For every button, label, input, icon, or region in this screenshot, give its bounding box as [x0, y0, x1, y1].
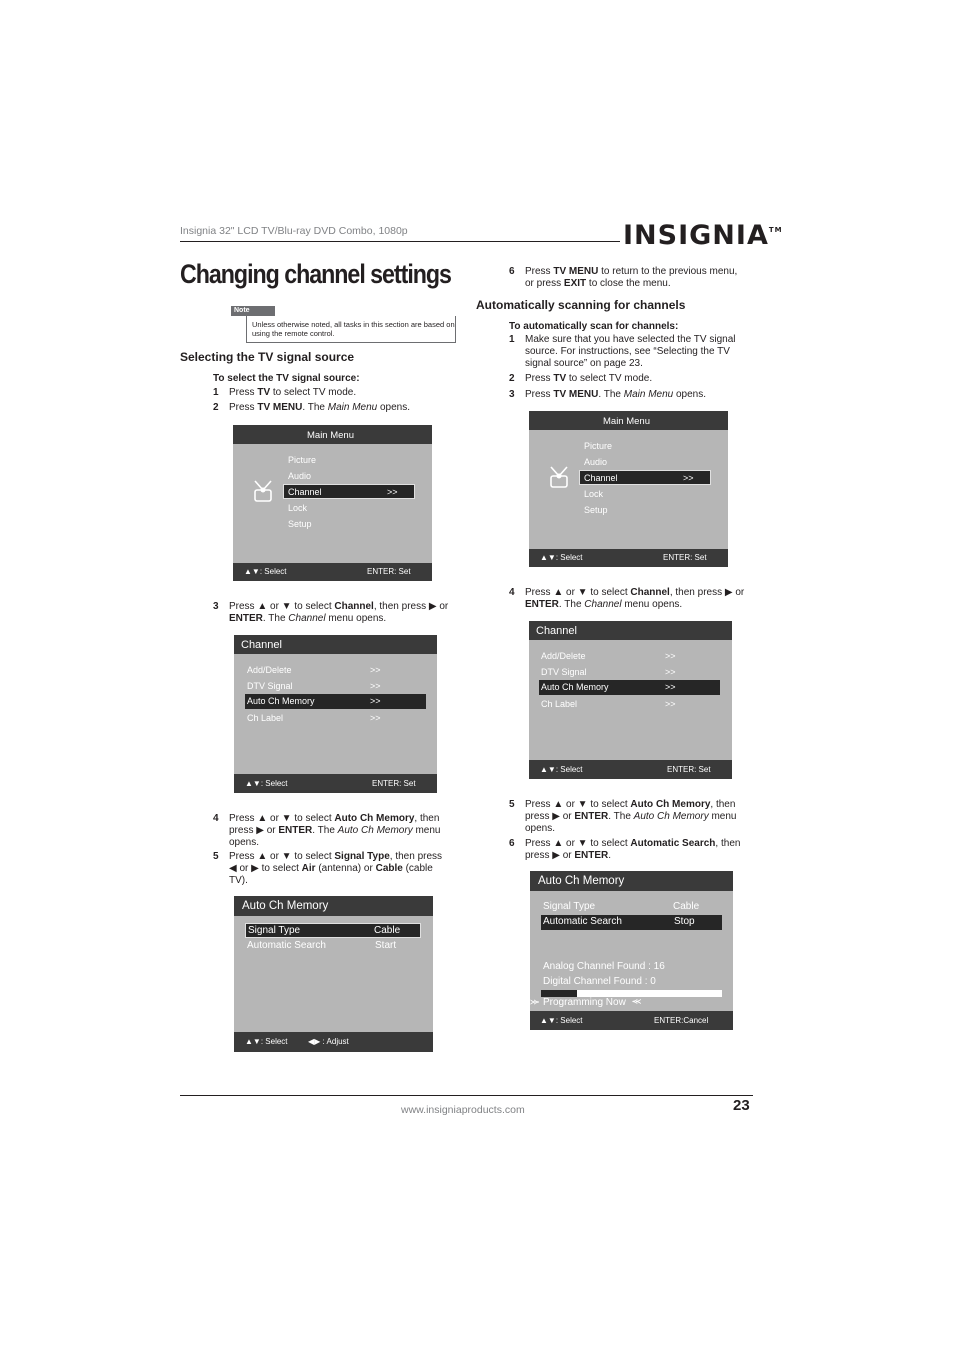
automatic-search-row-selected[interactable]: Automatic Search Stop	[541, 915, 722, 930]
note-text: Unless otherwise noted, all tasks in this section are based on using the remote control.	[246, 316, 456, 343]
menu-item-setup[interactable]: Setup	[584, 505, 608, 515]
digital-channel-count: Digital Channel Found : 0	[543, 976, 656, 987]
footer-adjust-hint: ◀▶ : Adjust	[308, 1037, 349, 1046]
menu-item-channel-selected[interactable]: Channel >>	[579, 470, 711, 485]
insignia-logo: INSIGNIA™	[623, 220, 783, 251]
automatic-search-value: Start	[375, 940, 397, 951]
step-r1: 1 Make sure that you have selected the TV signal source. For instructions, see “Selecting the TV signal source” on page 23.	[509, 334, 736, 369]
document-title: Insignia 32" LCD TV/Blu-ray DVD Combo, 1080p	[180, 225, 408, 237]
step-4: 4 Press ▲ or ▼ to select Auto Ch Memory, then press ▶ or ENTER. The Auto Ch Memory menu opens.	[213, 813, 441, 848]
section-title-signal-source: Selecting the TV signal source	[180, 350, 355, 364]
menu-item-audio[interactable]: Audio	[584, 457, 608, 467]
analog-channel-count: Analog Channel Found : 16	[543, 961, 665, 972]
step-r5: 5 Press ▲ or ▼ to select Auto Ch Memory, then press ▶ or ENTER. The Auto Ch Memory menu opens.	[509, 799, 737, 834]
channel-menu-screenshot: Channel Add/Delete >> DTV Signal >> Auto Ch Memory >> Ch Label >> ▲▼: Select ENTER: Set	[234, 635, 437, 793]
footer-select-hint: ▲▼: Select	[540, 765, 583, 774]
menu-item-auto-ch-memory-selected[interactable]: Auto Ch Memory >>	[539, 680, 720, 695]
menu-item-add-delete[interactable]: Add/Delete	[247, 665, 292, 675]
menu-item-lock[interactable]: Lock	[584, 489, 604, 499]
footer-select-hint: ▲▼: Select	[244, 567, 287, 576]
main-menu-screenshot	[233, 425, 432, 581]
auto-ch-memory-scanning-screenshot	[530, 871, 733, 1030]
footer-select-hint: ▲▼: Select	[245, 1037, 288, 1046]
scan-progress-fill	[541, 990, 577, 997]
footer-rule	[180, 1095, 753, 1096]
menu-item-add-delete[interactable]: Add/Delete	[541, 651, 586, 661]
main-menu-screenshot	[529, 411, 728, 567]
scan-indicator-left-icon: ⪼	[530, 996, 540, 1007]
step-r4: 4 Press ▲ or ▼ to select Channel, then press ▶ or ENTER. The Channel menu opens.	[509, 587, 745, 610]
section-title-auto-scan: Automatically scanning for channels	[476, 298, 686, 312]
footer-enter-hint: ENTER: Set	[667, 765, 711, 774]
step-r3: 3 Press TV MENU. The Main Menu opens.	[509, 389, 707, 400]
signal-type-row-selected[interactable]: Signal Type Cable	[245, 923, 421, 938]
step-1: 1 Press TV to select TV mode.	[213, 387, 357, 398]
menu-title: Main Menu	[307, 430, 354, 441]
step-6-return: 6 Press TV MENU to return to the previous menu, or press EXIT to close the menu.	[509, 266, 738, 289]
footer-enter-hint: ENTER: Set	[372, 779, 416, 788]
footer-enter-hint: ENTER: Set	[367, 567, 411, 576]
menu-title: Channel	[536, 625, 577, 637]
page-title: Changing channel settings	[180, 259, 451, 289]
menu-item-lock[interactable]: Lock	[288, 503, 308, 513]
menu-title: Main Menu	[603, 416, 650, 427]
note-label: Note	[231, 306, 275, 316]
menu-item-setup[interactable]: Setup	[288, 519, 312, 529]
step-5: 5 Press ▲ or ▼ to select Signal Type, then press ◀ or ▶ to select Air (antenna) or Cable (cable TV).	[213, 851, 443, 886]
programming-status: Programming Now	[543, 997, 626, 1008]
menu-item-picture[interactable]: Picture	[584, 441, 613, 451]
menu-item-ch-label[interactable]: Ch Label	[541, 699, 578, 709]
automatic-search-value: Stop	[674, 916, 695, 927]
procedure-title: To select the TV signal source:	[213, 373, 360, 384]
automatic-search-row[interactable]: Automatic Search	[247, 940, 326, 951]
menu-item-channel-selected[interactable]: Channel >>	[283, 484, 415, 499]
menu-title: Channel	[241, 639, 282, 651]
auto-ch-memory-screenshot	[234, 896, 433, 1052]
footer-select-hint: ▲▼: Select	[245, 779, 288, 788]
footer-enter-hint: ENTER: Set	[663, 553, 707, 562]
procedure-title: To automatically scan for channels:	[509, 321, 679, 332]
menu-item-dtv-signal[interactable]: DTV Signal	[247, 681, 293, 691]
signal-type-row[interactable]: Signal Type	[543, 901, 596, 912]
signal-type-value: Cable	[374, 925, 401, 936]
footer-cancel-hint: ENTER:Cancel	[654, 1016, 709, 1025]
step-3: 3 Press ▲ or ▼ to select Channel, then press ▶ or ENTER. The Channel menu opens.	[213, 601, 449, 624]
menu-title: Auto Ch Memory	[538, 875, 625, 887]
step-2: 2 Press TV MENU. The Main Menu opens.	[213, 402, 411, 413]
header-rule	[180, 241, 620, 242]
channel-menu-screenshot: Channel Add/Delete >> DTV Signal >> Auto Ch Memory >> Ch Label >> ▲▼: Select ENTER: Set	[529, 621, 732, 779]
footer-select-hint: ▲▼: Select	[540, 1016, 583, 1025]
signal-type-value: Cable	[673, 901, 700, 912]
menu-item-ch-label[interactable]: Ch Label	[247, 713, 284, 723]
menu-title: Auto Ch Memory	[242, 900, 329, 912]
footer-select-hint: ▲▼: Select	[540, 553, 583, 562]
tv-antenna-icon	[252, 479, 274, 503]
page-number: 23	[733, 1097, 750, 1114]
step-r2: 2 Press TV to select TV mode.	[509, 373, 653, 384]
tv-antenna-icon	[548, 465, 570, 489]
menu-item-audio[interactable]: Audio	[288, 471, 312, 481]
menu-item-auto-ch-memory-selected[interactable]: Auto Ch Memory >>	[245, 694, 426, 709]
menu-item-dtv-signal[interactable]: DTV Signal	[541, 667, 587, 677]
footer-url: www.insigniaproducts.com	[401, 1104, 525, 1116]
scan-indicator-right-icon: ⪻	[632, 996, 642, 1007]
step-r6: 6 Press ▲ or ▼ to select Automatic Search, then press ▶ or ENTER.	[509, 838, 741, 861]
menu-item-picture[interactable]: Picture	[288, 455, 317, 465]
